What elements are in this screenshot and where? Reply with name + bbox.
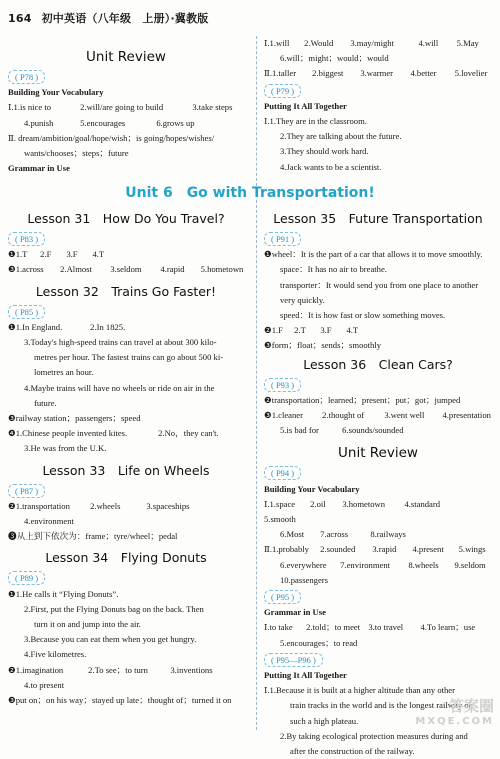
answer-line: ❸从上到下依次为：frame；tyre/wheel；pedal: [8, 531, 178, 542]
answer-item: ❸1.cleaner: [264, 410, 303, 421]
answer-line: [8, 426, 244, 441]
answer-item: 5.smooth: [264, 514, 296, 525]
answer-line: [264, 36, 492, 51]
section-heading: Grammar in Use: [264, 607, 326, 618]
answer-line: [8, 100, 244, 115]
watermark-text: 答案圈: [448, 697, 494, 715]
answer-line: ❶1.He calls it “Flying Donuts”.: [8, 588, 119, 599]
answer-line: metres per hour. The fastest trains can go about 500 ki-: [34, 352, 224, 363]
answer-item: 7.environment: [340, 559, 391, 570]
page-ref-tag: ( P83 ): [8, 232, 45, 246]
answer-line: [264, 423, 492, 438]
answer-item: 2.T: [294, 325, 306, 336]
answer-item: 6.grows up: [156, 117, 195, 128]
section-heading: Building Your Vocabulary: [264, 483, 360, 494]
answer-line: [8, 116, 244, 131]
page-ref-tag: ( P87 ): [8, 484, 45, 498]
section-heading: Putting It All Together: [264, 100, 347, 111]
answer-line: [264, 542, 492, 557]
answer-line: after the construction of the railway.: [290, 746, 415, 757]
answer-item: 8.wheels: [408, 559, 439, 570]
answer-item: 5.is bad for: [280, 425, 319, 436]
answer-item: 3.rapid: [372, 544, 397, 555]
page-ref-tag: ( P79 ): [264, 84, 301, 98]
answer-item: 5.hometown: [200, 264, 244, 275]
page-number: 164: [8, 12, 32, 25]
answer-line: lometres an hour.: [34, 367, 94, 378]
answer-line: 3.He was from the U.K.: [24, 443, 107, 454]
answer-item: 4.T: [92, 249, 105, 260]
page-ref-tag: ( P91 ): [264, 232, 301, 246]
answer-line: 2.By taking ecological protection measures during and: [280, 730, 468, 741]
answer-line: very quickly.: [280, 294, 325, 305]
unit-title: Unit 6 Go with Transportation!: [125, 185, 375, 201]
column-divider-top: [256, 36, 257, 186]
answer-line: 2.They are talking about the future.: [280, 131, 402, 142]
answer-line: ❸railway station；passengers；speed: [8, 413, 141, 424]
answer-line: [264, 620, 492, 635]
answer-line: 4.to present: [24, 679, 65, 690]
answer-item: ❷1.transportation: [8, 500, 70, 511]
left-column-top: [8, 36, 244, 176]
answer-line: 6.will；might；would；would: [280, 53, 389, 64]
answer-item: 4.standard: [404, 498, 441, 509]
answer-line: [8, 499, 244, 514]
answer-item: 2.will/are going to build: [80, 102, 164, 113]
page-ref-tag: ( P95 ): [264, 590, 301, 604]
answer-line: [264, 527, 492, 542]
answer-item: 2.oil: [310, 498, 326, 509]
answer-item: 3.inventions: [170, 664, 213, 675]
answer-line: [264, 66, 492, 81]
answer-line: 3.Today's high-speed trains can travel at about 300 kilo-: [24, 337, 217, 348]
answer-item: 2.wheels: [90, 500, 121, 511]
right-column-lessons: [264, 208, 492, 759]
answer-line: transporter：It would send you from one place to another: [280, 279, 479, 290]
answer-item: 2.biggest: [312, 68, 344, 79]
answer-item: 2.Would: [304, 38, 334, 48]
answer-item: 6.sounds/sounded: [342, 425, 404, 436]
answer-item: 9.seldom: [454, 559, 486, 570]
answer-item: ❸1.across: [8, 264, 44, 275]
unit-review-heading: Unit Review: [338, 445, 418, 462]
answer-item: 2.told；to meet: [306, 622, 361, 633]
answer-item: 5.May: [456, 38, 479, 48]
answer-item: 3.hometown: [342, 498, 386, 509]
answer-item: 4.will: [418, 38, 439, 48]
answer-line: [8, 320, 244, 335]
answer-line: turn it on and jump into the air.: [34, 619, 141, 630]
answer-item: 3.warmer: [360, 68, 394, 79]
answer-item: Ⅰ.1.space: [264, 498, 296, 509]
lesson-33-heading: Lesson 33 Life on Wheels: [42, 462, 210, 478]
answer-item: 4.presentation: [442, 410, 491, 421]
answer-line: [264, 558, 492, 573]
book-title: 初中英语（八年级 上册）·冀教版: [41, 12, 209, 25]
page-ref-tag: ( P78 ): [8, 70, 45, 84]
section-heading: Putting It All Together: [264, 670, 347, 681]
lesson-36-heading: Lesson 36 Clean Cars?: [303, 356, 453, 372]
answer-item: 3.F: [320, 325, 332, 336]
answer-item: 7.across: [320, 529, 349, 540]
left-column-lessons: [8, 208, 244, 708]
answer-item: 2.To see；to turn: [88, 664, 148, 675]
answer-item: 3.went well: [384, 410, 425, 421]
answer-line: ❶wheel：It is the part of a car that allows it to move smoothly.: [264, 249, 483, 260]
column-divider-bottom: [256, 200, 257, 730]
answer-line: wants/chooses；steps；future: [24, 148, 129, 159]
answer-line: 4.Maybe trains will have no wheels or ride on air in the: [24, 382, 215, 393]
answer-line: [8, 663, 244, 678]
answer-line: ❸form；float；sends；smoothly: [264, 340, 382, 351]
lesson-32-heading: Lesson 32 Trains Go Faster!: [35, 283, 217, 299]
answer-item: 3.may/might: [350, 38, 394, 48]
answer-line: 4.Five kilometres.: [24, 649, 87, 660]
answer-item: ❷1.imagination: [8, 664, 64, 675]
answer-item: 6.everywhere: [280, 559, 327, 570]
answer-item: Ⅰ.1.will: [264, 38, 290, 48]
answer-item: 3.spaceships: [146, 500, 190, 511]
answer-line: 4.Jack wants to be a scientist.: [280, 161, 382, 172]
answer-line: 3.They should work hard.: [280, 146, 369, 157]
answer-item: 3.take steps: [192, 102, 233, 113]
answer-line: [264, 497, 492, 527]
answer-item: 2.Almost: [60, 264, 92, 275]
page-ref-tag: ( P95—P96 ): [264, 653, 323, 667]
lesson-31-heading: Lesson 31 How Do You Travel?: [27, 211, 225, 226]
answer-line: 5.encourages；to read: [280, 637, 358, 648]
answer-line: Ⅰ.1.They are in the classroom.: [264, 116, 367, 127]
answer-item: Ⅱ.1.taller: [264, 68, 297, 79]
answer-line: Ⅱ. dream/ambition/goal/hope/wish；is going/hopes/wishes/: [8, 132, 215, 143]
answer-item: 3.to travel: [368, 622, 404, 633]
answer-item: ❶1.T: [8, 249, 28, 260]
answer-item: 4.rapid: [160, 264, 185, 275]
answer-item: 3.seldom: [110, 264, 142, 275]
answer-item: 4.To learn；use: [420, 622, 476, 633]
answer-item: 2.sounded: [320, 544, 356, 555]
watermark-url: MXQE.COM: [415, 716, 494, 727]
unit-review-heading: Unit Review: [86, 49, 166, 65]
page-header: [8, 10, 208, 26]
answer-line: [264, 408, 492, 423]
answer-line: future.: [34, 397, 57, 408]
answer-line: 2.First, put the Flying Donuts bag on the back. Then: [24, 603, 204, 614]
page-ref-tag: ( P89 ): [8, 571, 45, 585]
answer-item: 2.thought of: [322, 410, 365, 421]
answer-item: Ⅰ.to take: [264, 622, 293, 633]
answer-item: 3.F: [66, 249, 78, 260]
answer-item: 5.lovelier: [454, 68, 488, 79]
answer-item: 8.railways: [370, 529, 406, 540]
answer-item: ❹1.Chinese people invented kites.: [8, 428, 128, 439]
answer-item: 5.encourages: [80, 117, 126, 128]
answer-line: [264, 323, 492, 338]
answer-line: ❷transportation；learned；present；put；got；jumped: [264, 394, 461, 405]
lesson-35-heading: Lesson 35 Future Transportation: [273, 211, 483, 226]
answer-line: Ⅰ.1.Because it is built at a higher altitude than any other: [264, 685, 455, 696]
answer-line: 10.passengers: [280, 574, 328, 585]
answer-line: train tracks in the world and is the longest railway on: [290, 700, 473, 711]
answer-item: 4.better: [410, 68, 437, 79]
page-ref-tag: ( P85 ): [8, 305, 45, 319]
answer-line: 4.environment: [24, 516, 74, 527]
watermark-logo: [415, 698, 494, 730]
answer-item: 4.T: [346, 325, 359, 336]
answer-line: speed：It is how fast or slow something moves.: [280, 310, 446, 321]
lesson-34-heading: Lesson 34 Flying Donuts: [45, 550, 207, 566]
answer-line: space：It has no air to breathe.: [280, 264, 387, 275]
page-ref-tag: ( P93 ): [264, 378, 301, 392]
answer-item: 5.wings: [458, 544, 486, 555]
answer-item: 2.No，they can't.: [158, 428, 219, 439]
answer-line: [8, 262, 244, 277]
answer-item: Ⅱ.1.probably: [264, 544, 309, 555]
section-heading: Grammar in Use: [8, 163, 70, 174]
answer-line: 3.Because you can eat them when you get hungry.: [24, 634, 197, 645]
answer-line: [8, 247, 244, 262]
answer-item: 2.In 1825.: [90, 321, 126, 332]
answer-item: 4.present: [412, 544, 444, 555]
section-heading: Building Your Vocabulary: [8, 87, 104, 98]
answer-line: such a high plateau.: [290, 715, 359, 726]
answer-item: 6.Most: [280, 529, 305, 540]
answer-item: ❶1.In England.: [8, 321, 63, 332]
page-ref-tag: ( P94 ): [264, 466, 301, 480]
right-column-top: [264, 36, 492, 175]
answer-line: ❸put on；on his way；stayed up late；thought of；turned it on: [8, 695, 232, 706]
answer-item: 4.punish: [24, 117, 54, 128]
answer-item: 2.F: [40, 249, 52, 260]
answer-item: ❷1.F: [264, 325, 283, 336]
answer-item: Ⅰ.1.is nice to: [8, 102, 52, 113]
